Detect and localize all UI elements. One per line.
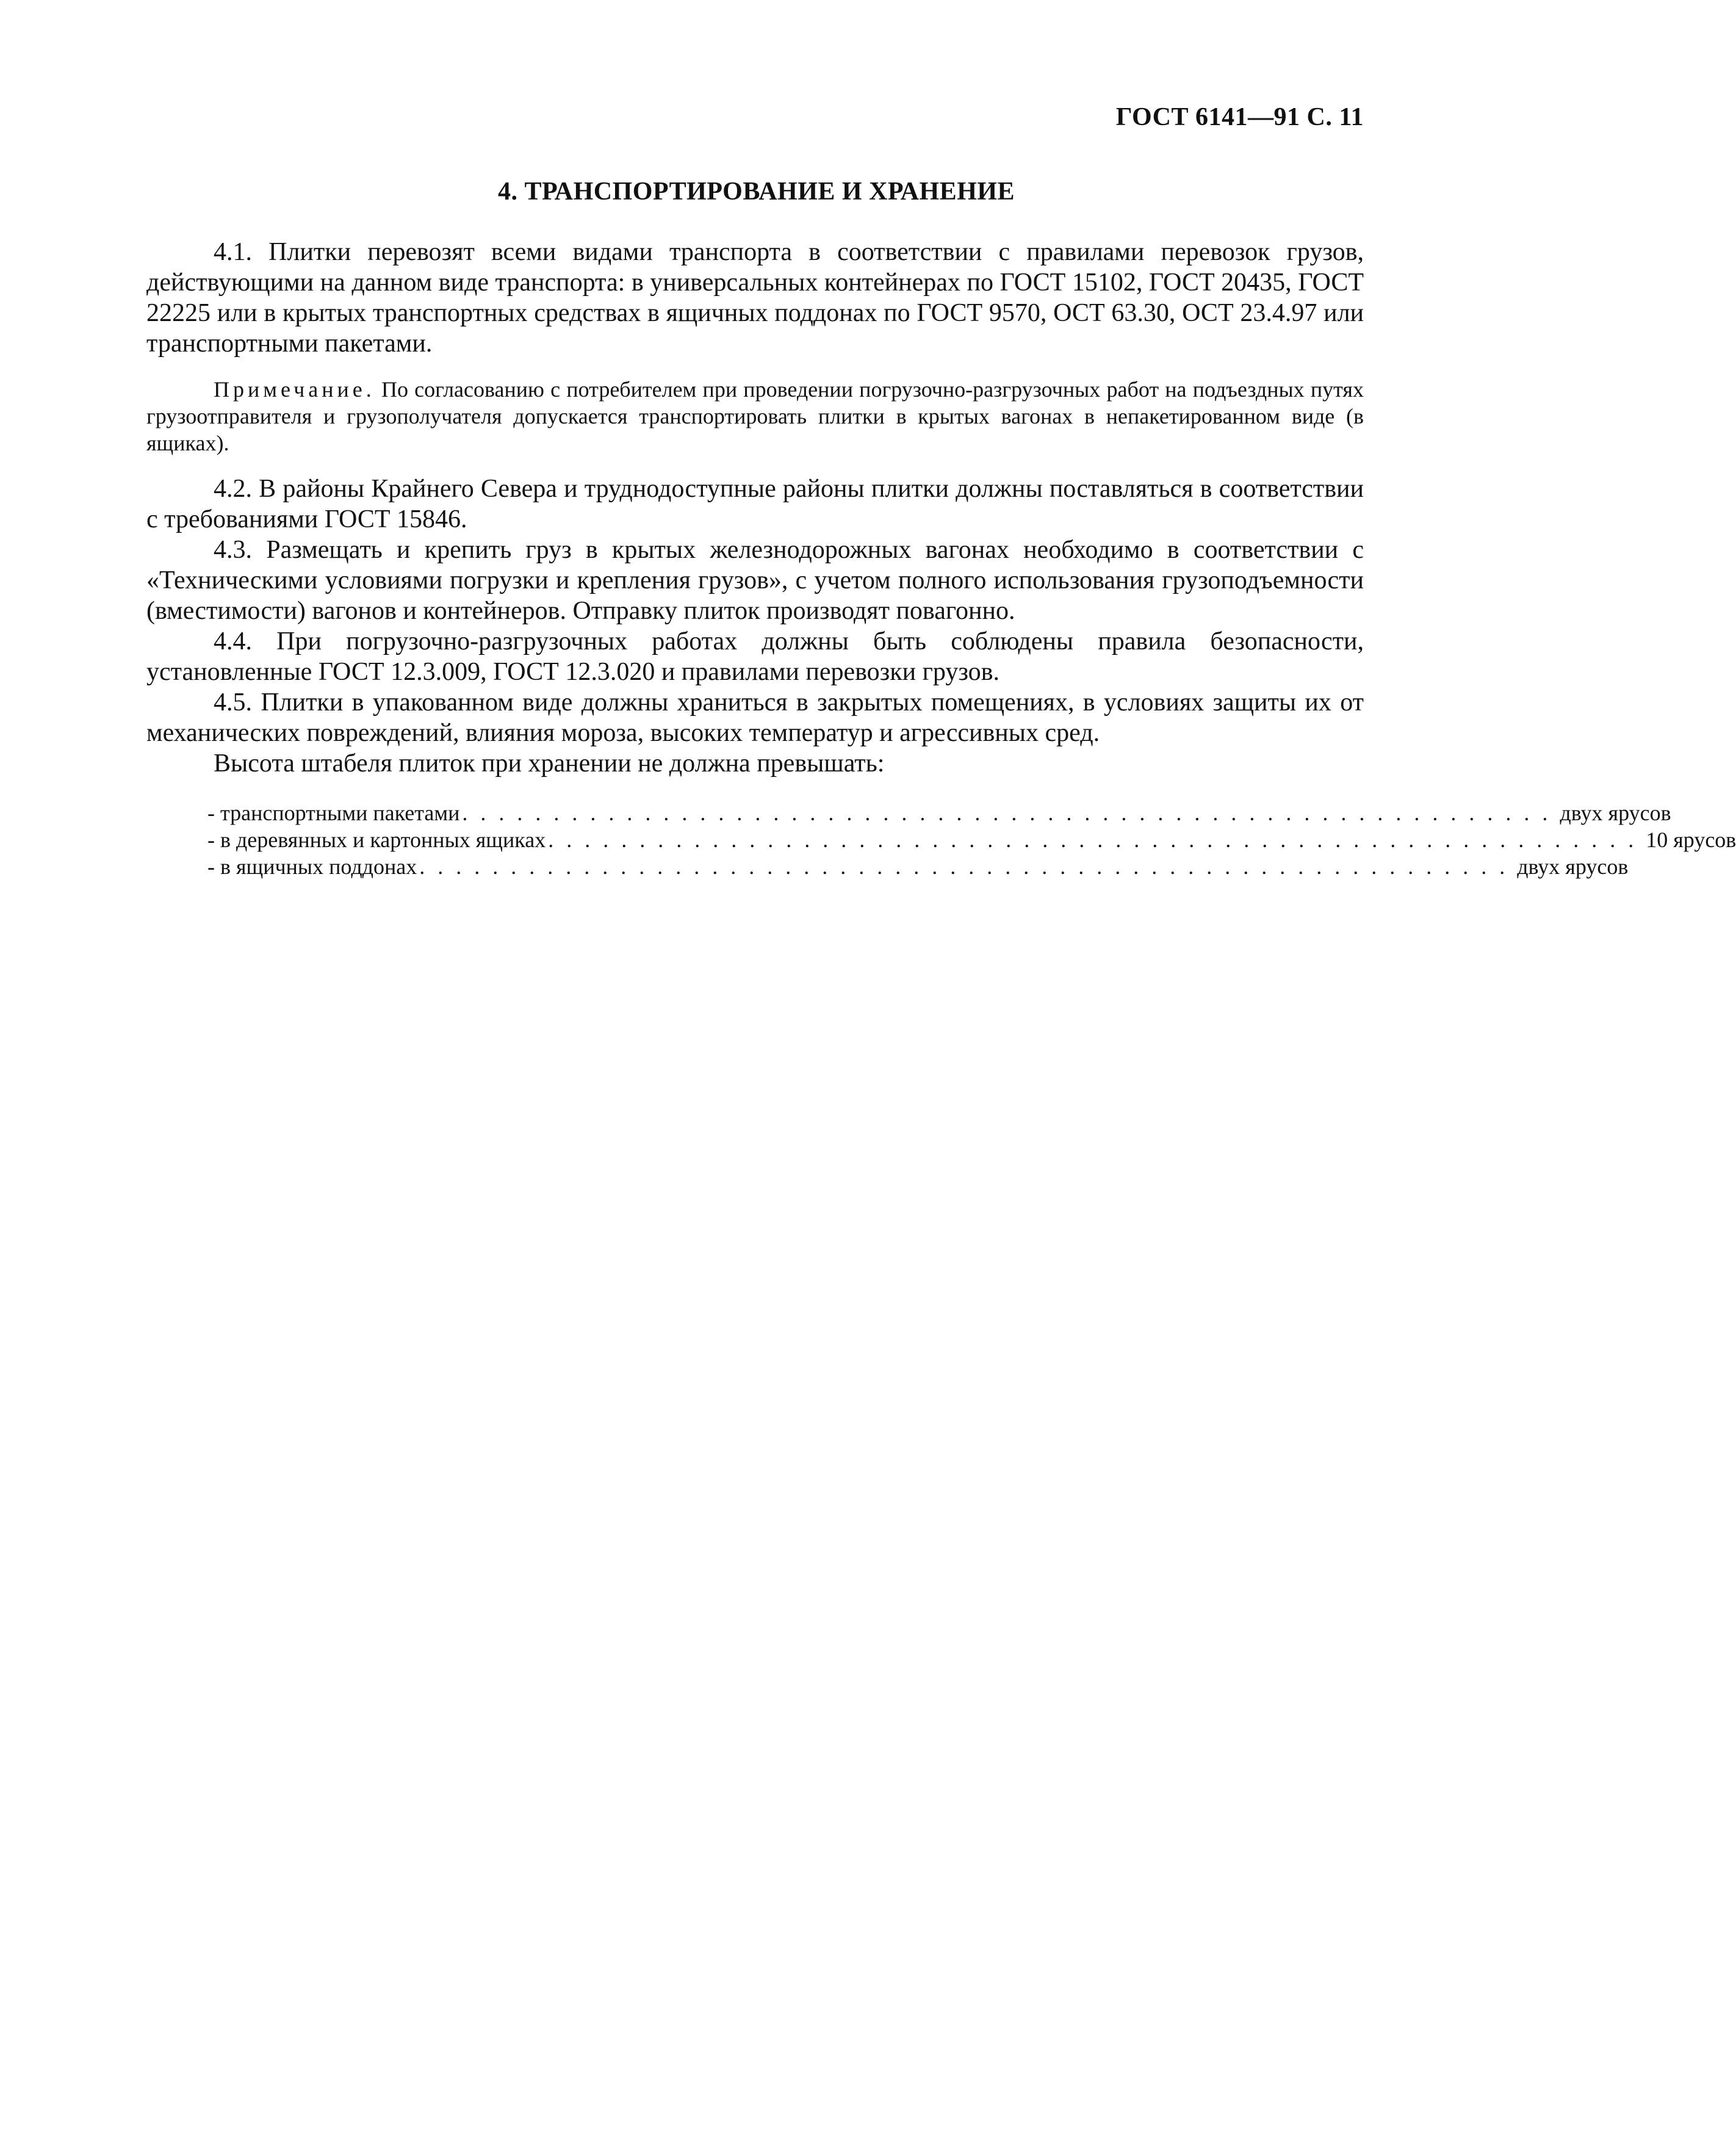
- paragraph-4-4: 4.4. При погрузочно-разгрузочных работах должны быть соблюдены правила безопасности, установленные ГОСТ 12.3.009, ГОСТ 12.3.020 и правилами перевозки грузов.: [146, 627, 1364, 686]
- list-item-label: - в ящичных поддонах: [207, 854, 417, 879]
- page-header-doc-ref: ГОСТ 6141—91 С. 11: [1115, 103, 1364, 131]
- list-item-value: 10 ярусов: [1646, 828, 1736, 852]
- document-body: [146, 237, 1736, 880]
- note-text: По согласованию с потребителем при проведении погрузочно-разгрузочных работ на подъездных путях грузоотправителя и грузополучателя допускается транспортировать плитки в крытых вагонах в непакетированном виде (в ящиках).: [146, 377, 1364, 455]
- list-item-value: двух ярусов: [1517, 854, 1629, 879]
- paragraph-4-5: 4.5. Плитки в упакованном виде должны храниться в закрытых помещениях, в условиях защиты их от механических повреждений, влияния мороза, высоких температур и агрессивных сред.: [146, 688, 1364, 747]
- list-item-label: - транспортными пакетами: [207, 801, 460, 825]
- dot-leader: . . . . . . . . . . . . . . . . . . . . . . . . . . . . . . . . . . . . . . . . . . . . . . . . . . . . . . . . . . . .: [419, 854, 1509, 879]
- dot-leader: . . . . . . . . . . . . . . . . . . . . . . . . . . . . . . . . . . . . . . . . . . . . . . . . . . . . . . . . . . . .: [462, 801, 1552, 825]
- dot-leader: . . . . . . . . . . . . . . . . . . . . . . . . . . . . . . . . . . . . . . . . . . . . . . . . . . . . . . . . . . . .: [548, 828, 1638, 852]
- stack-height-list: [207, 800, 1736, 880]
- paragraph-4-3: 4.3. Размещать и крепить груз в крытых железнодорожных вагонах необходимо в соответствии с «Техническими условиями погрузки и крепления грузов», с учетом полного использования грузоподъемности (вместимости) вагонов и контейнеров. Отправку плиток производят повагонно.: [146, 536, 1364, 625]
- note: [146, 376, 1364, 457]
- note-label: Примечание.: [214, 377, 375, 402]
- paragraph-4-2: 4.2. В районы Крайнего Севера и труднодоступные районы плитки должны поставляться в соответствии с требованиями ГОСТ 15846.: [146, 475, 1364, 533]
- list-item-label: - в деревянных и картонных ящиках: [207, 828, 546, 852]
- section-title: 4. ТРАНСПОРТИРОВАНИЕ И ХРАНЕНИЕ: [497, 178, 1015, 206]
- paragraph-4-1: 4.1. Плитки перевозят всеми видами транспорта в соответствии с правилами перевозок грузов, действующими на данном виде транспорта: в универсальных контейнерах по ГОСТ 15102, ГОСТ 20435, ГОСТ 22225 или в крытых транспортных средствах в ящичных поддонах по ГОСТ 9570, ОСТ 63.30, ОСТ 23.4.97 или транспортными пакетами.: [146, 238, 1364, 358]
- list-item: [207, 800, 1671, 826]
- list-item: [207, 826, 1736, 853]
- list-item-value: двух ярусов: [1560, 801, 1671, 825]
- list-item: [207, 853, 1629, 880]
- paragraph-stack-height: Высота штабеля плиток при хранении не должна превышать:: [214, 749, 885, 778]
